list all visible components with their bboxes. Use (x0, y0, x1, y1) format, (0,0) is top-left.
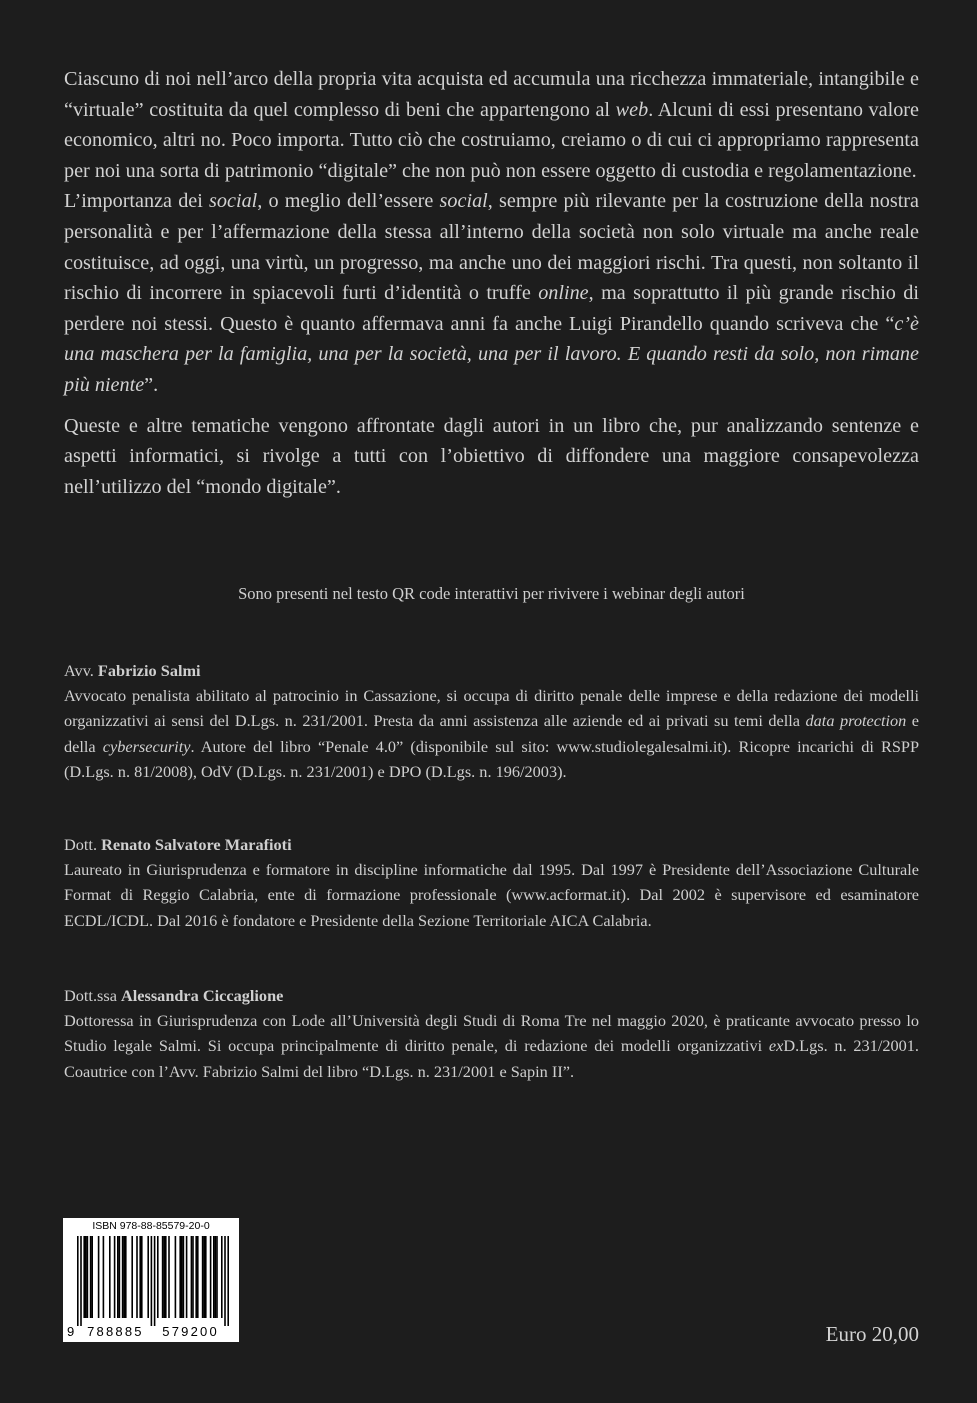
barcode-bar (123, 1236, 125, 1318)
author-bio (64, 658, 919, 784)
barcode-bar (136, 1236, 138, 1318)
barcode-bar (83, 1236, 85, 1318)
barcode-digits: 788885 (87, 1324, 144, 1339)
barcode-bar (186, 1236, 188, 1318)
barcode-bar (210, 1236, 212, 1318)
author-bio (64, 983, 919, 1084)
isbn-barcode (63, 1218, 239, 1342)
author-description: Avvocato penalista abilitato al patrocinio in Cassazione, si occupa di diritto penale delle imprese e della redazione dei modelli organizzativi ai sensi del D.Lgs. n. 231/2001. Presta da anni assistenza alle aziende ed ai privati su temi della data protection e della cybersecurity. Autore del libro “Penale 4.0” (disponibile sul sito: www.studiolegalesalmi.it). Ricopre incarichi di RSPP (D.Lgs. n. 81/2008), OdV (D.Lgs. n. 231/2001) e DPO (D.Lgs. n. 196/2003). (64, 686, 919, 781)
barcode-bar (157, 1236, 159, 1318)
qr-note: Sono presenti nel testo QR code interattivi per rivivere i webinar degli autori (238, 584, 745, 603)
barcode-bar (114, 1236, 116, 1318)
barcode-bar (131, 1236, 133, 1318)
barcode-bar (151, 1236, 153, 1326)
barcode-graphic (63, 1218, 239, 1342)
barcode-bar (192, 1236, 194, 1318)
barcode-bar (224, 1236, 226, 1326)
barcode-bar (195, 1236, 197, 1318)
barcode-bar (80, 1236, 82, 1326)
barcode-bar (162, 1236, 164, 1318)
barcode-bar (119, 1236, 121, 1318)
barcode-bar (165, 1236, 167, 1318)
barcode-bar (168, 1236, 170, 1318)
barcode-bar (175, 1236, 177, 1318)
barcode-bar (90, 1236, 92, 1318)
blurb-paragraph-3: Queste e altre tematiche vengono affrontate dagli autori in un libro che, pur analizzando sentenze e aspetti informatici, si rivolge a tutti con l’obiettivo di diffondere una maggiore consapevolezza nell’utilizzo del “mondo digitale”. (64, 414, 919, 498)
barcode-bar (179, 1236, 181, 1318)
author-name: Alessandra Ciccaglione (121, 986, 284, 1005)
barcode-bar (109, 1236, 111, 1318)
barcode-bar (154, 1236, 156, 1326)
author-bio (64, 832, 919, 933)
barcode-bar (216, 1236, 218, 1318)
barcode-digits: 579200 (162, 1324, 219, 1339)
barcode-bar (221, 1236, 223, 1318)
barcode-bar (147, 1236, 149, 1318)
barcode-bar (191, 1236, 193, 1318)
barcode-bar (122, 1236, 124, 1318)
barcode-bar (103, 1236, 105, 1318)
barcode-bar (213, 1236, 215, 1318)
barcode-bar (85, 1236, 87, 1318)
barcode-digits: 9 (67, 1324, 77, 1339)
barcode-bar (87, 1236, 89, 1318)
price: Euro 20,00 (825, 1322, 919, 1346)
author-heading (64, 983, 919, 1008)
barcode-bar (215, 1236, 217, 1318)
barcode-bar (141, 1236, 143, 1318)
author-description: Dottoressa in Giurisprudenza con Lode all’Università degli Studi di Roma Tre nel maggio 2020, è praticante avvocato presso lo Studio legale Salmi. Si occupa principalmente di diritto penale, di redazione dei modelli organizzativi exD.Lgs. n. 231/2001. Coautrice con l’Avv. Fabrizio Salmi del libro “D.Lgs. n. 231/2001 e Sapin II”. (64, 1011, 919, 1081)
author-heading (64, 832, 919, 857)
author-name: Renato Salvatore Marafioti (101, 835, 292, 854)
barcode-bar (98, 1236, 100, 1318)
barcode-bar (117, 1236, 119, 1318)
barcode-bar (91, 1236, 93, 1318)
barcode-bar (77, 1236, 79, 1326)
barcode-bar (197, 1236, 199, 1318)
blurb-paragraph-2: L’importanza dei social, o meglio dell’essere social, sempre più rilevante per la costruzione della nostra personalità e per l’affermazione della stessa all’interno della società non solo virtuale ma anche reale costituisce, ad oggi, una virtù, un progresso, ma anche uno dei maggiori rischi. Tra questi, non soltanto il rischio di incorrere in spiacevoli furti d’identità o truffe online, ma soprattutto il più grande rischio di perdere noi stessi. Questo è quanto affermava anni fa anche Luigi Pirandello quando scriveva che “c’è una maschera per la famiglia, una per la società, una per il lavoro. E quando resti da solo, non rimane più niente”. (64, 190, 919, 396)
barcode-bar (125, 1236, 127, 1318)
author-heading (64, 658, 919, 683)
barcode-bar (202, 1236, 204, 1318)
barcode-bar (183, 1236, 185, 1318)
isbn-label: ISBN 978-88-85579-20-0 (92, 1220, 210, 1232)
author-description: Laureato in Giurisprudenza e formatore in discipline informatiche dal 1995. Dal 1997 è Presidente dell’Associazione Culturale Format di Reggio Calabria, ente di formazione professionale (www.acformat.it). Dal 2002 è supervisore ed esaminatore ECDL/ICDL. Dal 2016 è fondatore e Presidente della Sezione Territoriale AICA Calabria. (64, 860, 919, 930)
author-title: Dott. (64, 835, 98, 854)
author-name: Fabrizio Salmi (97, 661, 201, 680)
barcode-bar (139, 1236, 141, 1318)
barcode-bar (163, 1236, 165, 1318)
barcode-bar (181, 1236, 183, 1318)
blurb-paragraph-1: Ciascuno di noi nell’arco della propria vita acquista ed accumula una ricchezza immateriale, intangibile e “virtuale” costituita da quel complesso di beni che appartengono al web. Alcuni di essi presentano valore economico, altri no. Poco importa. Tutto ciò che costruiamo, creiamo o di cui ci appropriamo rappresenta per noi una sorta di patrimonio “digitale” che non può non essere oggetto di custodia e regolamentazione. (64, 68, 919, 182)
back-cover-blurb (64, 64, 919, 502)
barcode-bar (203, 1236, 205, 1318)
barcode-bar (227, 1236, 229, 1326)
barcode-bar (205, 1236, 207, 1318)
author-title: Dott.ssa (64, 986, 117, 1005)
author-title: Avv. (64, 661, 94, 680)
